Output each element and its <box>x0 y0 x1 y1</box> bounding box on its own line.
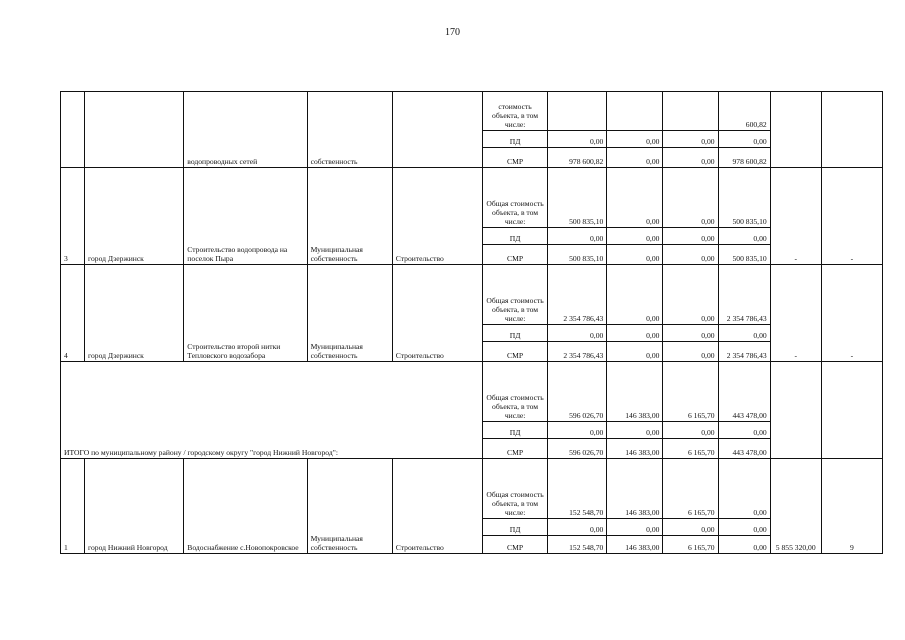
value-cell: 0,00 <box>607 228 663 245</box>
cell-num: 3 <box>61 168 85 265</box>
cell-work: Строительство <box>392 168 482 265</box>
table-row <box>61 459 883 519</box>
table-row <box>61 265 883 325</box>
value-cell: 152 548,70 <box>548 459 607 519</box>
value-cell: 2 354 786,43 <box>718 342 770 362</box>
cost-type-label: СМР <box>483 439 548 459</box>
value-cell: 0,00 <box>607 245 663 265</box>
table-row <box>61 92 883 131</box>
cost-type-label: ПД <box>483 228 548 245</box>
value-cell: 0,00 <box>663 325 718 342</box>
value-cell: 500 835,10 <box>718 245 770 265</box>
value-cell: 600,82 <box>718 92 770 131</box>
value-cell: 0,00 <box>607 519 663 536</box>
value-cell: 443 478,00 <box>718 439 770 459</box>
table-row <box>61 168 883 228</box>
cost-type-label: СМР <box>483 245 548 265</box>
cell-c10: 5 855 320,00 <box>770 459 821 554</box>
cell-c11 <box>821 92 882 168</box>
cell-municipality: город Нижний Новгород <box>85 459 184 554</box>
value-cell: 0,00 <box>663 168 718 228</box>
cost-type-label: ПД <box>483 131 548 148</box>
value-cell: 0,00 <box>663 265 718 325</box>
cell-municipality <box>85 92 184 168</box>
value-cell: 0,00 <box>718 131 770 148</box>
table-row <box>61 362 883 422</box>
cell-ownership: Муниципальная собственность <box>307 168 392 265</box>
cell-c10 <box>770 92 821 168</box>
value-cell: 146 383,00 <box>607 459 663 519</box>
value-cell: 6 165,70 <box>663 459 718 519</box>
value-cell: 0,00 <box>548 228 607 245</box>
value-cell: 6 165,70 <box>663 439 718 459</box>
cell-c11: - <box>821 265 882 362</box>
value-cell: 0,00 <box>663 342 718 362</box>
cell-object: Водоснабжение с.Новопокровское <box>184 459 307 554</box>
cost-type-label: Общая стоимость объекта, в том числе: <box>483 362 548 422</box>
cost-type-label: ПД <box>483 422 548 439</box>
page-number: 170 <box>445 27 460 38</box>
value-cell: 146 383,00 <box>607 362 663 422</box>
cell-c10 <box>770 362 821 459</box>
value-cell: 0,00 <box>607 265 663 325</box>
value-cell: 0,00 <box>607 342 663 362</box>
cell-c10: - <box>770 265 821 362</box>
value-cell: 0,00 <box>663 422 718 439</box>
value-cell: 0,00 <box>663 148 718 168</box>
value-cell: 596 026,70 <box>548 439 607 459</box>
value-cell: 0,00 <box>718 536 770 554</box>
value-cell: 146 383,00 <box>607 536 663 554</box>
cost-type-label: СМР <box>483 342 548 362</box>
value-cell: 0,00 <box>718 325 770 342</box>
cell-num: 1 <box>61 459 85 554</box>
cost-type-label: стоимость объекта, в том числе: <box>483 92 548 131</box>
value-cell: 0,00 <box>718 228 770 245</box>
value-cell: 0,00 <box>607 325 663 342</box>
value-cell: 6 165,70 <box>663 362 718 422</box>
cell-ownership: собственность <box>307 92 392 168</box>
value-cell: 0,00 <box>663 131 718 148</box>
value-cell: 0,00 <box>718 519 770 536</box>
value-cell: 0,00 <box>663 228 718 245</box>
cell-object: водопроводных сетей <box>184 92 307 168</box>
cell-object: Строительство второй нитки Тепловского водозабора <box>184 265 307 362</box>
value-cell: 0,00 <box>718 459 770 519</box>
register-table <box>60 91 883 554</box>
value-cell: 500 835,10 <box>548 168 607 228</box>
cost-type-label: Общая стоимость объекта, в том числе: <box>483 459 548 519</box>
cell-municipality: город Дзержинск <box>85 265 184 362</box>
cell-object: Строительство водопровода на поселок Пыра <box>184 168 307 265</box>
value-cell: 0,00 <box>607 131 663 148</box>
cost-type-label: ПД <box>483 519 548 536</box>
value-cell <box>663 92 718 131</box>
value-cell: 2 354 786,43 <box>718 265 770 325</box>
cost-type-label: СМР <box>483 148 548 168</box>
value-cell: 0,00 <box>607 422 663 439</box>
value-cell: 0,00 <box>548 131 607 148</box>
value-cell: 0,00 <box>548 422 607 439</box>
value-cell: 978 600,82 <box>548 148 607 168</box>
value-cell: 6 165,70 <box>663 536 718 554</box>
cell-ownership: Муниципальная собственность <box>307 265 392 362</box>
value-cell: 0,00 <box>548 519 607 536</box>
value-cell: 0,00 <box>607 168 663 228</box>
value-cell: 2 354 786,43 <box>548 342 607 362</box>
cell-c11 <box>821 362 882 459</box>
cell-num: 4 <box>61 265 85 362</box>
subtotal-label: ИТОГО по муниципальному району / городскому округу "город Нижний Новгород": <box>61 362 483 459</box>
cost-type-label: СМР <box>483 536 548 554</box>
value-cell: 152 548,70 <box>548 536 607 554</box>
cell-work: Строительство <box>392 459 482 554</box>
cell-municipality: город Дзержинск <box>85 168 184 265</box>
value-cell: 978 600,82 <box>718 148 770 168</box>
value-cell: 500 835,10 <box>718 168 770 228</box>
value-cell <box>607 92 663 131</box>
value-cell: 596 026,70 <box>548 362 607 422</box>
cell-work: Строительство <box>392 265 482 362</box>
value-cell: 0,00 <box>607 148 663 168</box>
cost-type-label: ПД <box>483 325 548 342</box>
value-cell: 0,00 <box>663 519 718 536</box>
cell-ownership: Муниципальная собственность <box>307 459 392 554</box>
cell-c11: 9 <box>821 459 882 554</box>
cell-c10: - <box>770 168 821 265</box>
value-cell: 0,00 <box>663 245 718 265</box>
value-cell: 443 478,00 <box>718 362 770 422</box>
value-cell: 0,00 <box>718 422 770 439</box>
cell-work <box>392 92 482 168</box>
value-cell: 500 835,10 <box>548 245 607 265</box>
value-cell: 2 354 786,43 <box>548 265 607 325</box>
value-cell: 146 383,00 <box>607 439 663 459</box>
cell-num <box>61 92 85 168</box>
value-cell: 0,00 <box>548 325 607 342</box>
value-cell <box>548 92 607 131</box>
cost-type-label: Общая стоимость объекта, в том числе: <box>483 168 548 228</box>
cell-c11: - <box>821 168 882 265</box>
cost-type-label: Общая стоимость объекта, в том числе: <box>483 265 548 325</box>
